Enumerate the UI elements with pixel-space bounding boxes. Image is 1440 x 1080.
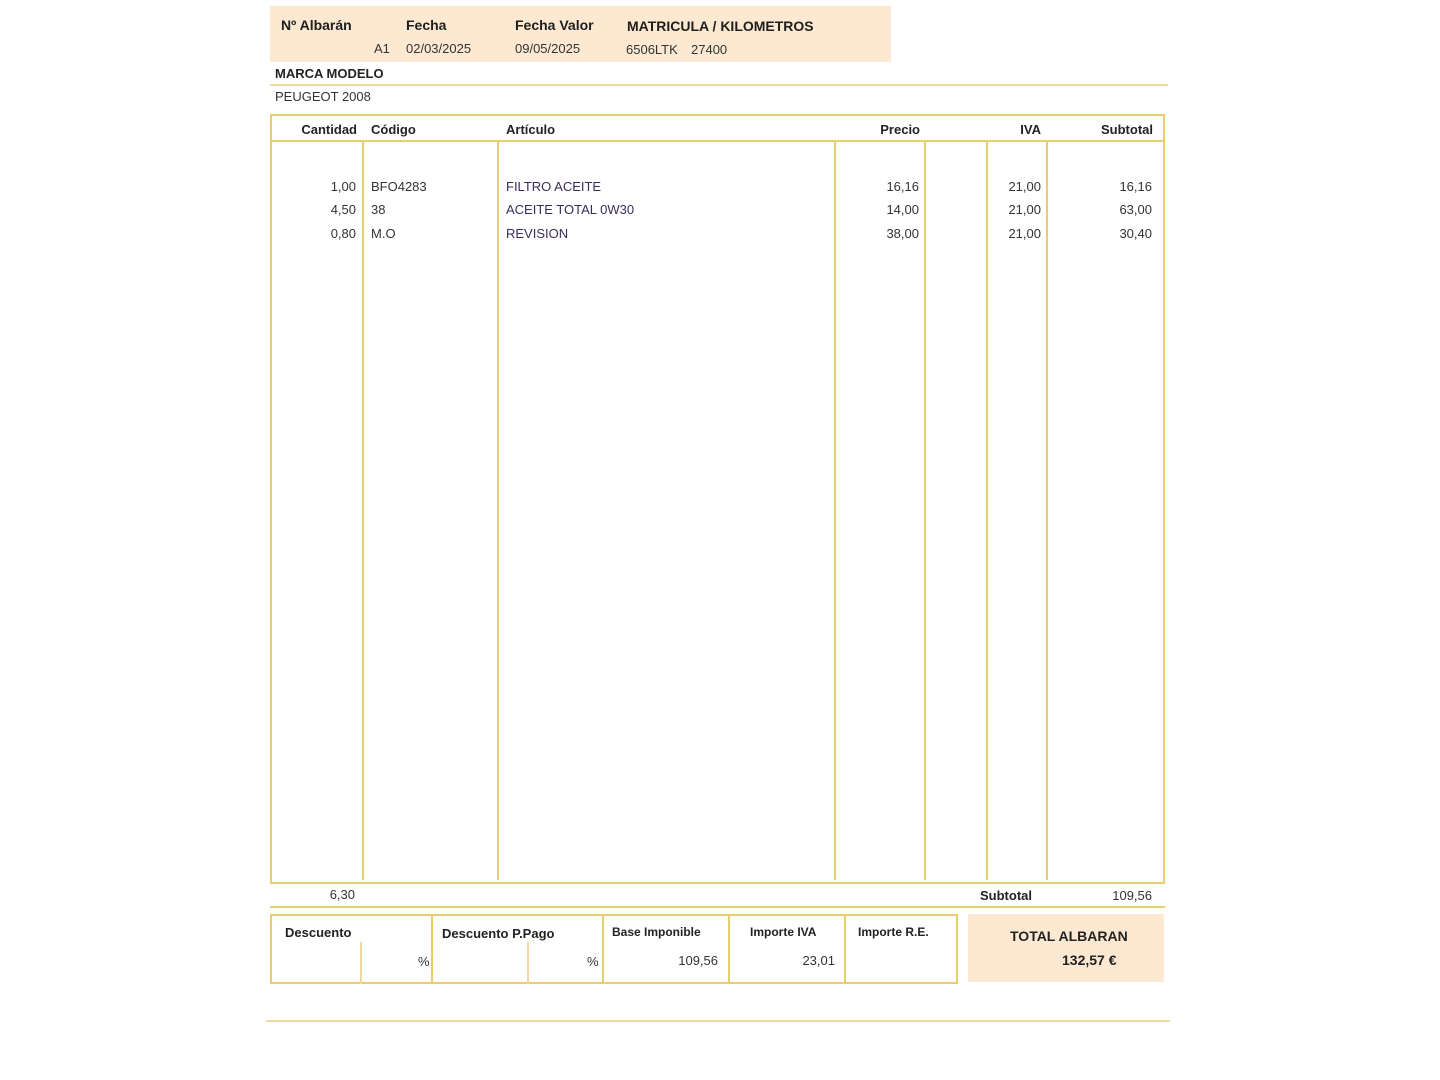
importe-iva-value: 23,01	[802, 953, 835, 968]
table-header-rule	[272, 140, 1163, 142]
descuento-ppago-label: Descuento P.Pago	[442, 926, 555, 941]
descuento-ppago-pct: %	[587, 954, 599, 969]
total-cantidad: 6,30	[329, 887, 355, 902]
cell-iva: 21,00	[1008, 179, 1041, 194]
cell-cantidad: 0,80	[330, 226, 356, 241]
base-value: 109,56	[678, 953, 718, 968]
page-bottom-rule	[266, 1020, 1170, 1022]
cell-subtotal: 63,00	[1119, 202, 1152, 217]
cell-cantidad: 1,00	[330, 179, 356, 194]
header-box	[270, 6, 891, 62]
kilometros-value: 27400	[691, 42, 728, 57]
subtotal-value: 109,56	[1112, 888, 1152, 903]
col-sep	[497, 140, 499, 880]
base-label: Base Imponible	[612, 925, 701, 939]
col-sep	[834, 140, 836, 880]
col-sep	[362, 140, 364, 880]
cell-articulo: FILTRO ACEITE	[506, 179, 602, 194]
col-sep	[986, 140, 988, 880]
albaran-value: A1	[374, 41, 390, 56]
col-header-iva: IVA	[1020, 122, 1041, 137]
fecha-value: 02/03/2025	[406, 41, 472, 56]
footer-bottom-rule	[270, 982, 958, 984]
total-label: TOTAL ALBARAN	[1010, 928, 1128, 944]
footer-sep	[602, 914, 604, 984]
cell-subtotal: 30,40	[1119, 226, 1152, 241]
albaran-label: Nº Albarán	[281, 17, 352, 33]
cell-iva: 21,00	[1008, 202, 1041, 217]
cell-codigo: M.O	[371, 226, 396, 241]
table-bottom-rule	[270, 906, 1165, 908]
cell-articulo: REVISION	[506, 226, 569, 241]
col-sep	[924, 140, 926, 880]
matricula-label: MATRICULA / KILOMETROS	[627, 18, 814, 34]
footer-top-rule	[270, 914, 958, 916]
fecha-label: Fecha	[406, 17, 447, 33]
col-header-subtotal: Subtotal	[1101, 122, 1153, 137]
fecha-valor-label: Fecha Valor	[515, 17, 594, 33]
descuento-pct: %	[418, 954, 430, 969]
footer-sep	[431, 914, 433, 984]
total-value: 132,57 €	[1062, 952, 1117, 968]
cell-codigo: BFO4283	[371, 179, 427, 194]
cell-precio: 14,00	[886, 202, 919, 217]
footer-sep	[527, 942, 529, 984]
matricula-value: 6506LTK	[626, 42, 678, 57]
fecha-valor-value: 09/05/2025	[515, 41, 581, 56]
footer-sep	[270, 914, 272, 984]
footer-sep	[360, 942, 362, 984]
col-header-cantidad: Cantidad	[301, 122, 357, 137]
marca-divider	[270, 84, 1168, 86]
cell-iva: 21,00	[1008, 226, 1041, 241]
cell-cantidad: 4,50	[330, 202, 356, 217]
descuento-label: Descuento	[285, 925, 352, 940]
cell-precio: 38,00	[886, 226, 919, 241]
total-box	[968, 914, 1164, 982]
footer-sep	[844, 914, 846, 984]
col-header-codigo: Código	[371, 122, 416, 137]
cell-codigo: 38	[371, 202, 386, 217]
marca-label: MARCA MODELO	[275, 66, 384, 81]
footer-sep	[956, 914, 958, 984]
cell-articulo: ACEITE TOTAL 0W30	[506, 202, 635, 217]
footer-sep	[728, 914, 730, 984]
marca-value: PEUGEOT 2008	[275, 89, 371, 104]
cell-precio: 16,16	[886, 179, 919, 194]
col-sep	[1046, 140, 1048, 880]
importe-re-label: Importe R.E.	[858, 925, 929, 939]
importe-iva-label: Importe IVA	[750, 925, 817, 939]
col-header-precio: Precio	[880, 122, 920, 137]
col-header-articulo: Artículo	[506, 122, 556, 137]
subtotal-label: Subtotal	[980, 888, 1032, 903]
cell-subtotal: 16,16	[1119, 179, 1152, 194]
